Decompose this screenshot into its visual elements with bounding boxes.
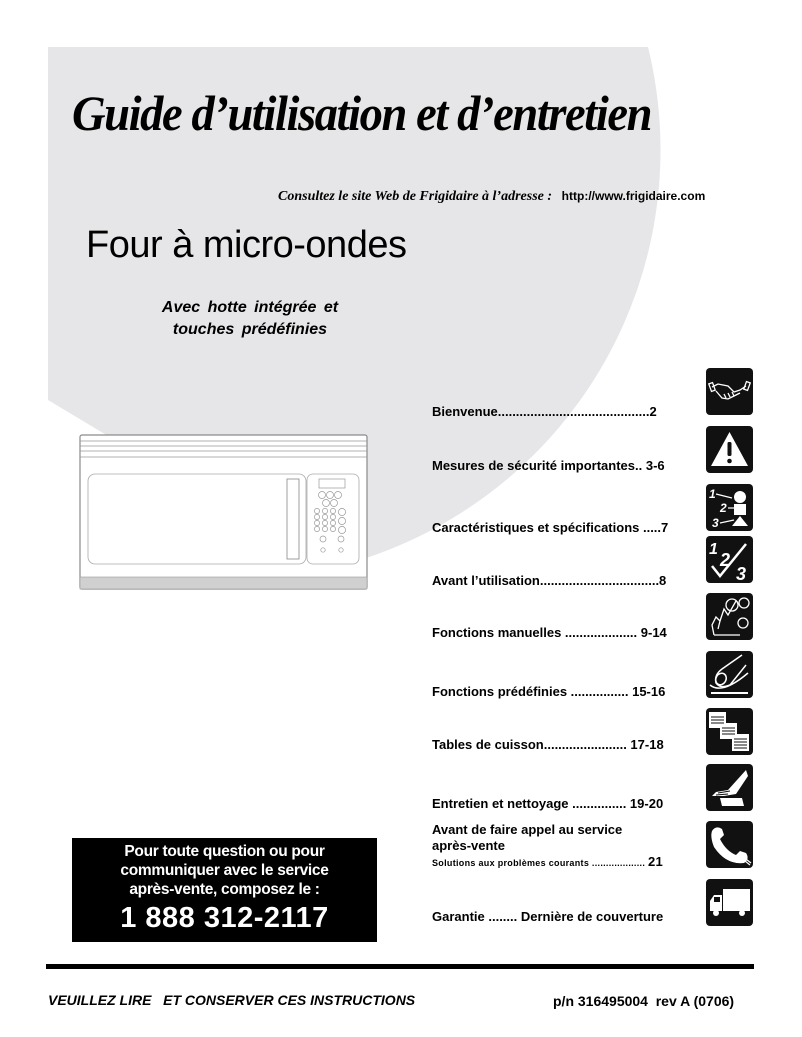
checklist-123-icon [706,536,753,583]
phone-icon [706,821,753,868]
warning-icon [706,426,753,473]
website-line [278,188,705,205]
microwave-illustration [79,434,368,590]
toc-item-fonctions-predefinies[interactable]: Fonctions prédéfinies ................ 15-16 [432,684,666,699]
service-callbox [72,838,377,942]
service-sub-text: Solutions aux problèmes courants ................... [432,858,646,868]
service-sub-page: 21 [647,854,664,869]
toc-item-bienvenue[interactable]: Bienvenue..........................................2 [432,404,657,419]
service-label-line1: Avant de faire appel au service [432,822,623,837]
svg-text:1: 1 [709,541,718,558]
svg-text:3: 3 [712,516,719,530]
website-url[interactable]: http://www.frigidaire.com [561,189,706,203]
toc-item-caracteristiques[interactable]: Caractéristiques et spécifications .....7 [432,520,669,535]
toc-item-garantie[interactable]: Garantie ........ Dernière de couverture [432,909,664,924]
website-label: Consultez le site Web de Frigidaire à l’adresse : [278,189,553,204]
truck-icon [706,879,753,926]
service-sub-label [432,854,702,871]
toc-item-avant-utilisation[interactable]: Avant l’utilisation.................................8 [432,573,667,588]
service-label-line2: après-vente [432,838,505,853]
toc-item-tables-cuisson[interactable]: Tables de cuisson....................... 17-18 [432,737,664,752]
numbered-shapes-icon [706,484,753,531]
subtitle-line2: touches prédéfinies [172,321,328,338]
hand-buttons-icon [706,593,753,640]
svg-text:1: 1 [709,487,716,501]
part-number: p/n 316495004 rev A (0706) [553,993,735,1009]
subtitle-line1: Avec hotte intégrée et [161,299,339,316]
cleaning-hand-icon [706,764,753,811]
toc-item-service[interactable] [432,822,702,871]
toc-item-entretien[interactable]: Entretien et nettoyage ............... 19-20 [432,796,664,811]
svg-text:3: 3 [736,564,747,583]
product-subtitle [140,297,360,341]
callbox-line1: Pour toute question ou pour [124,843,325,860]
svg-text:2: 2 [720,501,727,515]
callbox-line3: après-vente, composez le : [129,881,320,898]
finger-touch-icon [706,651,753,698]
svg-text:2: 2 [720,550,731,570]
footer-instructions: VEUILLEZ LIRE ET CONSERVER CES INSTRUCTIONS [48,992,416,1008]
handshake-icon [706,368,753,415]
tables-icon [706,708,753,755]
product-name: Four à micro-ondes [86,224,407,266]
toc-item-securite[interactable]: Mesures de sécurité importantes.. 3-6 [432,458,665,473]
callbox-message [72,842,377,899]
callbox-line2: communiquer avec le service [120,862,329,879]
service-phone-number[interactable]: 1 888 312-2117 [120,902,329,934]
toc-item-fonctions-manuelles[interactable]: Fonctions manuelles .................... 9-14 [432,625,667,640]
footer-divider [46,964,754,969]
document-title: Guide d’utilisation et d’entretien [72,85,652,141]
